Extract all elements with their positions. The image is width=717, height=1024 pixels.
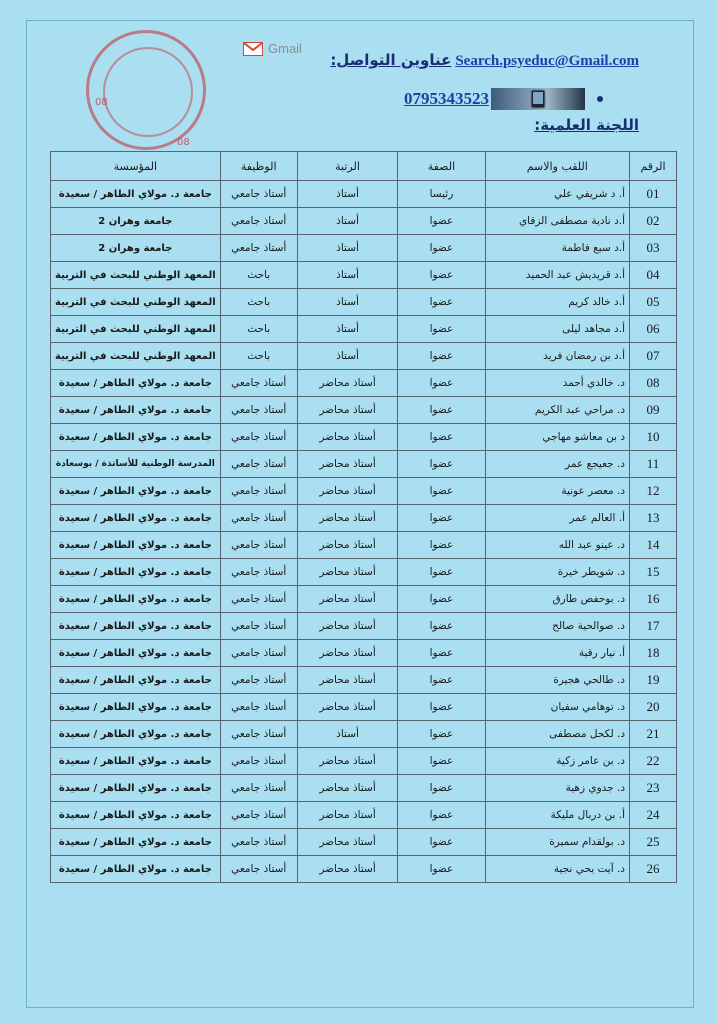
committee-table [50, 151, 677, 883]
row-institution: جامعة وهران 2 [51, 235, 221, 262]
table-row [51, 289, 677, 316]
stamp-inner-ring [103, 47, 193, 137]
row-capacity: عضوا [398, 829, 485, 856]
row-capacity: عضوا [398, 424, 485, 451]
row-job: أستاذ جامعي [220, 559, 297, 586]
row-capacity: عضوا [398, 559, 485, 586]
row-capacity: عضوا [398, 613, 485, 640]
row-rank: أستاذ محاضر [297, 856, 398, 883]
table-row [51, 397, 677, 424]
row-institution: جامعة د. مولاي الطاهر / سعيدة [51, 694, 221, 721]
row-name: د. جعيجع عمر [485, 451, 629, 478]
row-number: 20 [630, 694, 677, 721]
row-rank: أستاذ محاضر [297, 532, 398, 559]
row-job: أستاذ جامعي [220, 424, 297, 451]
bullet-icon [597, 96, 603, 102]
row-job: أستاذ جامعي [220, 532, 297, 559]
row-job: أستاذ جامعي [220, 748, 297, 775]
row-number: 21 [630, 721, 677, 748]
row-number: 15 [630, 559, 677, 586]
row-number: 26 [630, 856, 677, 883]
row-name: د. عينو عبد الله [485, 532, 629, 559]
row-number: 25 [630, 829, 677, 856]
row-name: د. بن عامر زكية [485, 748, 629, 775]
row-rank: أستاذ محاضر [297, 667, 398, 694]
row-rank: أستاذ محاضر [297, 640, 398, 667]
table-row [51, 532, 677, 559]
table-row [51, 370, 677, 397]
row-rank: أستاذ [297, 181, 398, 208]
row-institution: المعهد الوطني للبحث في التربية [51, 316, 221, 343]
table-row [51, 343, 677, 370]
row-rank: أستاذ محاضر [297, 451, 398, 478]
row-job: أستاذ جامعي [220, 694, 297, 721]
row-number: 01 [630, 181, 677, 208]
row-capacity: عضوا [398, 640, 485, 667]
row-rank: أستاذ محاضر [297, 613, 398, 640]
row-number: 19 [630, 667, 677, 694]
row-name: أ.د قريديش عبد الحميد [485, 262, 629, 289]
row-job: أستاذ جامعي [220, 451, 297, 478]
row-rank: أستاذ محاضر [297, 748, 398, 775]
row-job: باحث [220, 262, 297, 289]
row-number: 11 [630, 451, 677, 478]
row-job: باحث [220, 316, 297, 343]
row-capacity: عضوا [398, 721, 485, 748]
row-institution: جامعة د. مولاي الطاهر / سعيدة [51, 721, 221, 748]
row-name: د. مراحي عبد الكريم [485, 397, 629, 424]
header-institution: المؤسسة [51, 152, 221, 181]
table-row [51, 829, 677, 856]
row-institution: جامعة د. مولاي الطاهر / سعيدة [51, 424, 221, 451]
row-name: د. لكحل مصطفى [485, 721, 629, 748]
row-number: 05 [630, 289, 677, 316]
row-name: أ. العالم عمر [485, 505, 629, 532]
stamp-number-right: 08 [177, 137, 190, 148]
row-institution: جامعة د. مولاي الطاهر / سعيدة [51, 640, 221, 667]
official-stamp [86, 30, 206, 150]
row-job: أستاذ جامعي [220, 802, 297, 829]
row-institution: جامعة د. مولاي الطاهر / سعيدة [51, 586, 221, 613]
row-name: أ.د خالد كريم [485, 289, 629, 316]
row-job: أستاذ جامعي [220, 667, 297, 694]
row-capacity: عضوا [398, 451, 485, 478]
row-institution: جامعة د. مولاي الطاهر / سعيدة [51, 478, 221, 505]
row-institution: جامعة د. مولاي الطاهر / سعيدة [51, 559, 221, 586]
row-rank: أستاذ محاضر [297, 586, 398, 613]
row-capacity: عضوا [398, 289, 485, 316]
table-row [51, 316, 677, 343]
row-rank: أستاذ محاضر [297, 829, 398, 856]
row-job: أستاذ جامعي [220, 721, 297, 748]
row-rank: أستاذ [297, 235, 398, 262]
row-job: أستاذ جامعي [220, 208, 297, 235]
phone-row [404, 88, 603, 110]
row-number: 06 [630, 316, 677, 343]
row-job: أستاذ جامعي [220, 235, 297, 262]
row-name: أ.د نادية مصطفى الزقاي [485, 208, 629, 235]
table-row [51, 262, 677, 289]
row-name: د. بولقدام سميرة [485, 829, 629, 856]
row-capacity: عضوا [398, 370, 485, 397]
row-capacity: عضوا [398, 208, 485, 235]
row-number: 23 [630, 775, 677, 802]
row-institution: جامعة وهران 2 [51, 208, 221, 235]
phone-icon [491, 88, 585, 110]
row-institution: جامعة د. مولاي الطاهر / سعيدة [51, 397, 221, 424]
row-number: 04 [630, 262, 677, 289]
row-job: أستاذ جامعي [220, 586, 297, 613]
row-name: د. جدوي زهية [485, 775, 629, 802]
row-capacity: عضوا [398, 262, 485, 289]
row-name: د. آيت يحي نجية [485, 856, 629, 883]
row-job: أستاذ جامعي [220, 397, 297, 424]
row-number: 16 [630, 586, 677, 613]
row-name: أ. بن دربال مليكة [485, 802, 629, 829]
row-institution: جامعة د. مولاي الطاهر / سعيدة [51, 856, 221, 883]
row-rank: أستاذ [297, 208, 398, 235]
table-row [51, 478, 677, 505]
header-rank: الرتبة [297, 152, 398, 181]
row-number: 17 [630, 613, 677, 640]
row-institution: جامعة د. مولاي الطاهر / سعيدة [51, 802, 221, 829]
row-capacity: عضوا [398, 478, 485, 505]
row-institution: جامعة د. مولاي الطاهر / سعيدة [51, 613, 221, 640]
row-rank: أستاذ محاضر [297, 694, 398, 721]
row-rank: أستاذ محاضر [297, 370, 398, 397]
table-row [51, 235, 677, 262]
row-rank: أستاذ محاضر [297, 505, 398, 532]
table-row [51, 721, 677, 748]
row-number: 09 [630, 397, 677, 424]
row-rank: أستاذ محاضر [297, 802, 398, 829]
row-capacity: عضوا [398, 856, 485, 883]
row-institution: جامعة د. مولاي الطاهر / سعيدة [51, 667, 221, 694]
table-row [51, 613, 677, 640]
header-name: اللقب والاسم [485, 152, 629, 181]
row-capacity: عضوا [398, 775, 485, 802]
gmail-label: Gmail [268, 41, 302, 56]
row-rank: أستاذ [297, 343, 398, 370]
table-row [51, 748, 677, 775]
row-institution: جامعة د. مولاي الطاهر / سعيدة [51, 532, 221, 559]
table-row [51, 667, 677, 694]
table-row [51, 559, 677, 586]
committee-heading: اللجنة العلمية: [534, 116, 639, 134]
row-name: أ.د بن رمضان فريد [485, 343, 629, 370]
row-number: 02 [630, 208, 677, 235]
row-capacity: عضوا [398, 802, 485, 829]
row-number: 18 [630, 640, 677, 667]
row-capacity: عضوا [398, 532, 485, 559]
row-capacity: عضوا [398, 748, 485, 775]
row-capacity: عضوا [398, 343, 485, 370]
row-institution: المدرسة الوطنية للأساتذة / بوسعادة [51, 451, 221, 478]
row-number: 07 [630, 343, 677, 370]
row-name: أ. د شريفي علي [485, 181, 629, 208]
phone-number[interactable]: 0795343523 [404, 89, 489, 108]
row-institution: جامعة د. مولاي الطاهر / سعيدة [51, 748, 221, 775]
row-institution: المعهد الوطني للبحث في التربية [51, 262, 221, 289]
table-row [51, 505, 677, 532]
row-rank: أستاذ محاضر [297, 397, 398, 424]
row-name: أ.د سبع فاطمة [485, 235, 629, 262]
row-job: أستاذ جامعي [220, 613, 297, 640]
table-row [51, 640, 677, 667]
gmail-icon [243, 42, 263, 56]
header-job: الوظيفة [220, 152, 297, 181]
header-capacity: الصفة [398, 152, 485, 181]
table-row [51, 181, 677, 208]
row-capacity: رئيسا [398, 181, 485, 208]
row-number: 08 [630, 370, 677, 397]
row-capacity: عضوا [398, 316, 485, 343]
row-name: د. توهامي سفيان [485, 694, 629, 721]
row-institution: جامعة د. مولاي الطاهر / سعيدة [51, 505, 221, 532]
row-number: 22 [630, 748, 677, 775]
row-capacity: عضوا [398, 694, 485, 721]
row-job: باحث [220, 289, 297, 316]
row-rank: أستاذ محاضر [297, 775, 398, 802]
row-rank: أستاذ محاضر [297, 424, 398, 451]
table-row [51, 586, 677, 613]
row-institution: المعهد الوطني للبحث في التربية [51, 289, 221, 316]
header-num: الرقم [630, 152, 677, 181]
gmail-logo [243, 41, 302, 56]
row-name: د. معصر عونية [485, 478, 629, 505]
table-row [51, 775, 677, 802]
row-job: أستاذ جامعي [220, 640, 297, 667]
row-capacity: عضوا [398, 667, 485, 694]
row-capacity: عضوا [398, 505, 485, 532]
row-capacity: عضوا [398, 235, 485, 262]
table-header-row [51, 152, 677, 181]
email-link[interactable]: Search.psyeduc@Gmail.com [455, 53, 639, 69]
row-institution: جامعة د. مولاي الطاهر / سعيدة [51, 829, 221, 856]
row-rank: أستاذ [297, 721, 398, 748]
row-job: أستاذ جامعي [220, 829, 297, 856]
contact-label: عناوين التواصل: [330, 51, 452, 69]
row-name: د. بوحفص طارق [485, 586, 629, 613]
row-number: 10 [630, 424, 677, 451]
row-capacity: عضوا [398, 586, 485, 613]
row-job: أستاذ جامعي [220, 181, 297, 208]
table-row [51, 208, 677, 235]
table-row [51, 694, 677, 721]
row-rank: أستاذ [297, 262, 398, 289]
row-name: د. خالدي أحمد [485, 370, 629, 397]
row-rank: أستاذ محاضر [297, 559, 398, 586]
table-row [51, 424, 677, 451]
contact-row [330, 51, 639, 70]
table-row [51, 451, 677, 478]
row-number: 24 [630, 802, 677, 829]
row-name: أ.د مجاهد ليلى [485, 316, 629, 343]
row-name: د. طالحي هجيرة [485, 667, 629, 694]
row-institution: جامعة د. مولاي الطاهر / سعيدة [51, 775, 221, 802]
row-name: أ. نيار رقية [485, 640, 629, 667]
row-job: أستاذ جامعي [220, 478, 297, 505]
row-job: باحث [220, 343, 297, 370]
row-number: 03 [630, 235, 677, 262]
row-number: 12 [630, 478, 677, 505]
row-name: د بن معاشو مهاجي [485, 424, 629, 451]
stamp-number-left: 08 [95, 97, 108, 108]
row-job: أستاذ جامعي [220, 775, 297, 802]
row-number: 14 [630, 532, 677, 559]
row-rank: أستاذ [297, 316, 398, 343]
row-name: د. شويطر خيرة [485, 559, 629, 586]
row-number: 13 [630, 505, 677, 532]
row-job: أستاذ جامعي [220, 505, 297, 532]
row-rank: أستاذ [297, 289, 398, 316]
row-rank: أستاذ محاضر [297, 478, 398, 505]
table-row [51, 856, 677, 883]
row-institution: المعهد الوطني للبحث في التربية [51, 343, 221, 370]
table-row [51, 802, 677, 829]
row-institution: جامعة د. مولاي الطاهر / سعيدة [51, 181, 221, 208]
row-name: د. صوالحية صالح [485, 613, 629, 640]
row-institution: جامعة د. مولاي الطاهر / سعيدة [51, 370, 221, 397]
row-job: أستاذ جامعي [220, 370, 297, 397]
row-capacity: عضوا [398, 397, 485, 424]
row-job: أستاذ جامعي [220, 856, 297, 883]
